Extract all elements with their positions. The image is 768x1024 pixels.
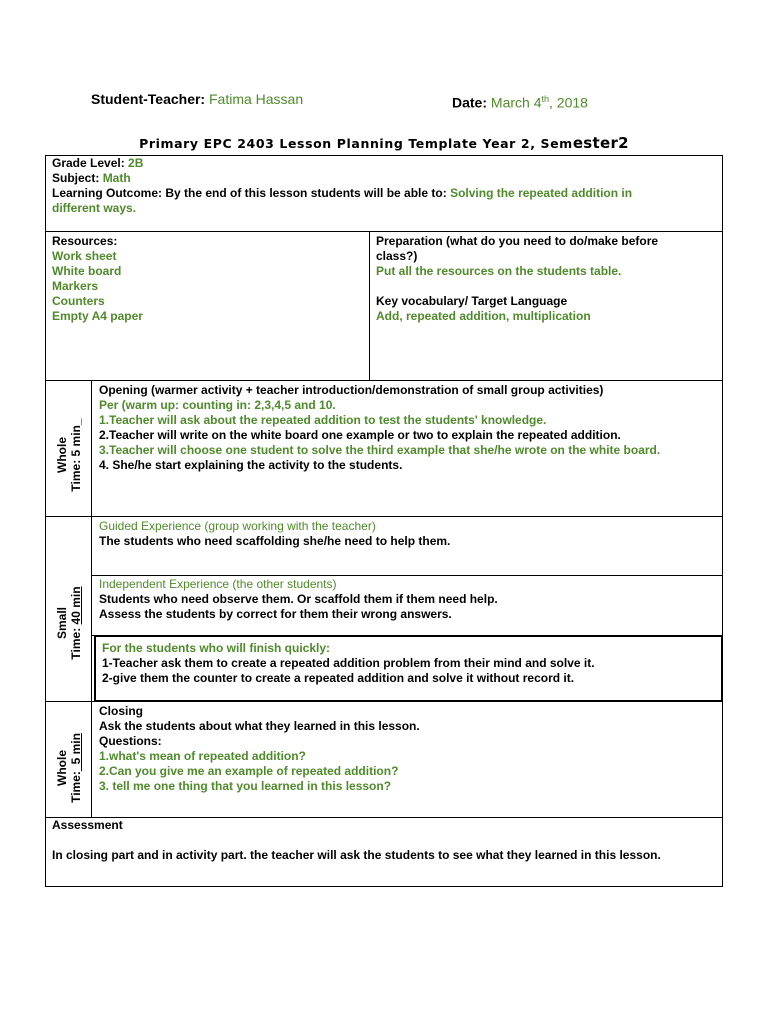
resources-cell: [46, 232, 368, 326]
independent-experience: [93, 575, 725, 624]
grade-label: Grade Level:: [52, 156, 125, 170]
opening-line: 3.Teacher will choose one student to solve the third example that she/he wrote on the white board.: [99, 443, 661, 457]
closing-time-value: _5 min: [69, 733, 83, 772]
whole-label: Whole: [55, 437, 69, 473]
info-box: [45, 155, 723, 232]
small-time-value: 40 min: [69, 586, 83, 625]
questions-label: Questions:: [99, 734, 162, 748]
resource-item: Counters: [52, 294, 105, 308]
independent-label: Independent Experience (the other students): [99, 577, 337, 591]
independent-text: Students who need observe them. Or scaffold them if them need help.: [99, 592, 498, 606]
closing-label: Closing: [99, 704, 143, 718]
vocab-label: Key vocabulary/ Target Language: [376, 294, 568, 308]
assessment-box: [45, 817, 723, 887]
resources-label: Resources:: [52, 234, 118, 248]
side-divider: [91, 702, 92, 817]
opening-line: 2.Teacher will write on the white board one example or two to explain the repeated addition.: [99, 428, 621, 442]
question: 2.Can you give me an example of repeated addition?: [99, 764, 399, 778]
student-teacher-line: [91, 92, 303, 107]
date-suffix: th: [541, 94, 549, 104]
guided-text: The students who need scaffolding she/he need to help them.: [99, 534, 451, 548]
date-month-day: March 4: [490, 94, 542, 111]
student-teacher-name: Fatima Hassan: [208, 91, 304, 107]
opening-time: Time: 5 min_: [69, 418, 83, 492]
guided-label: Guided Experience (group working with the teacher): [99, 519, 376, 533]
page-title: [0, 136, 768, 151]
subject-label: Subject:: [52, 171, 100, 185]
closing-section: [45, 701, 723, 818]
closing-content: [93, 702, 725, 796]
resources-prep-box: [45, 231, 723, 381]
preparation-value: Put all the resources on the students table.: [376, 264, 622, 278]
independent-text: Assess the students by correct for them their wrong answers.: [99, 607, 452, 621]
assessment-label: Assessment: [52, 818, 123, 832]
guided-experience: [93, 517, 725, 551]
resource-item: Empty A4 paper: [52, 309, 143, 323]
question: 1.what's mean of repeated addition?: [99, 749, 306, 763]
finish-quickly-box: [94, 636, 722, 701]
subject-value: Math: [102, 171, 131, 185]
whole-time-label-1: [55, 410, 83, 500]
outcome-label: Learning Outcome: By the end of this lesson students will be able to:: [52, 186, 447, 200]
side-divider: [91, 517, 92, 701]
preparation-label-2: class?): [376, 249, 418, 263]
small-time-label-text: Time:: [69, 624, 83, 660]
finish-label: For the students who will finish quickly:: [102, 641, 331, 655]
outcome-value-2: different ways.: [52, 201, 137, 215]
resource-item: White board: [52, 264, 122, 278]
title-tail: ester2: [572, 134, 629, 152]
opening-line: 4. She/he start explaining the activity to the students.: [99, 458, 403, 472]
opening-section: [45, 380, 723, 517]
opening-line: 1.Teacher will ask about the repeated addition to test the students' knowledge.: [99, 413, 547, 427]
resource-item: Markers: [52, 279, 99, 293]
date-line: [452, 92, 588, 111]
small-time-label: [55, 578, 83, 668]
outcome-value-1: Solving the repeated addition in: [450, 186, 633, 200]
date-label: Date:: [452, 94, 488, 111]
date-year: , 2018: [549, 94, 588, 111]
resource-item: Work sheet: [52, 249, 117, 263]
preparation-label-1: Preparation (what do you need to do/make before: [376, 234, 659, 248]
whole-label: Whole: [55, 750, 69, 786]
title-main: Primary EPC 2403 Lesson Planning Template Year 2, Sem: [139, 136, 573, 151]
opening-content: [93, 381, 725, 475]
preparation-cell: [370, 232, 722, 326]
assessment-text: In closing part and in activity part. the teacher will ask the students to see what they learned in this lesson.: [52, 848, 661, 862]
vocab-value: Add, repeated addition, multiplication: [376, 309, 591, 323]
grade-value: 2B: [128, 156, 144, 170]
whole-time-label-2: [55, 723, 83, 813]
opening-line: Per (warm up: counting in: 2,3,4,5 and 10.: [99, 398, 336, 412]
small-label: Small: [55, 607, 69, 640]
question: 3. tell me one thing that you learned in this lesson?: [99, 779, 392, 793]
finish-text: 1-Teacher ask them to create a repeated addition problem from their mind and solve it.: [102, 656, 595, 670]
side-divider: [91, 381, 92, 516]
finish-text: 2-give them the counter to create a repeated addition and solve it without record it.: [102, 671, 575, 685]
closing-text: Ask the students about what they learned in this lesson.: [99, 719, 420, 733]
opening-label: Opening (warmer activity + teacher introduction/demonstration of small group activities): [99, 383, 604, 397]
small-group-section: [45, 516, 723, 702]
closing-time-label: Time:: [69, 771, 83, 803]
student-teacher-label: Student-Teacher:: [91, 91, 206, 107]
